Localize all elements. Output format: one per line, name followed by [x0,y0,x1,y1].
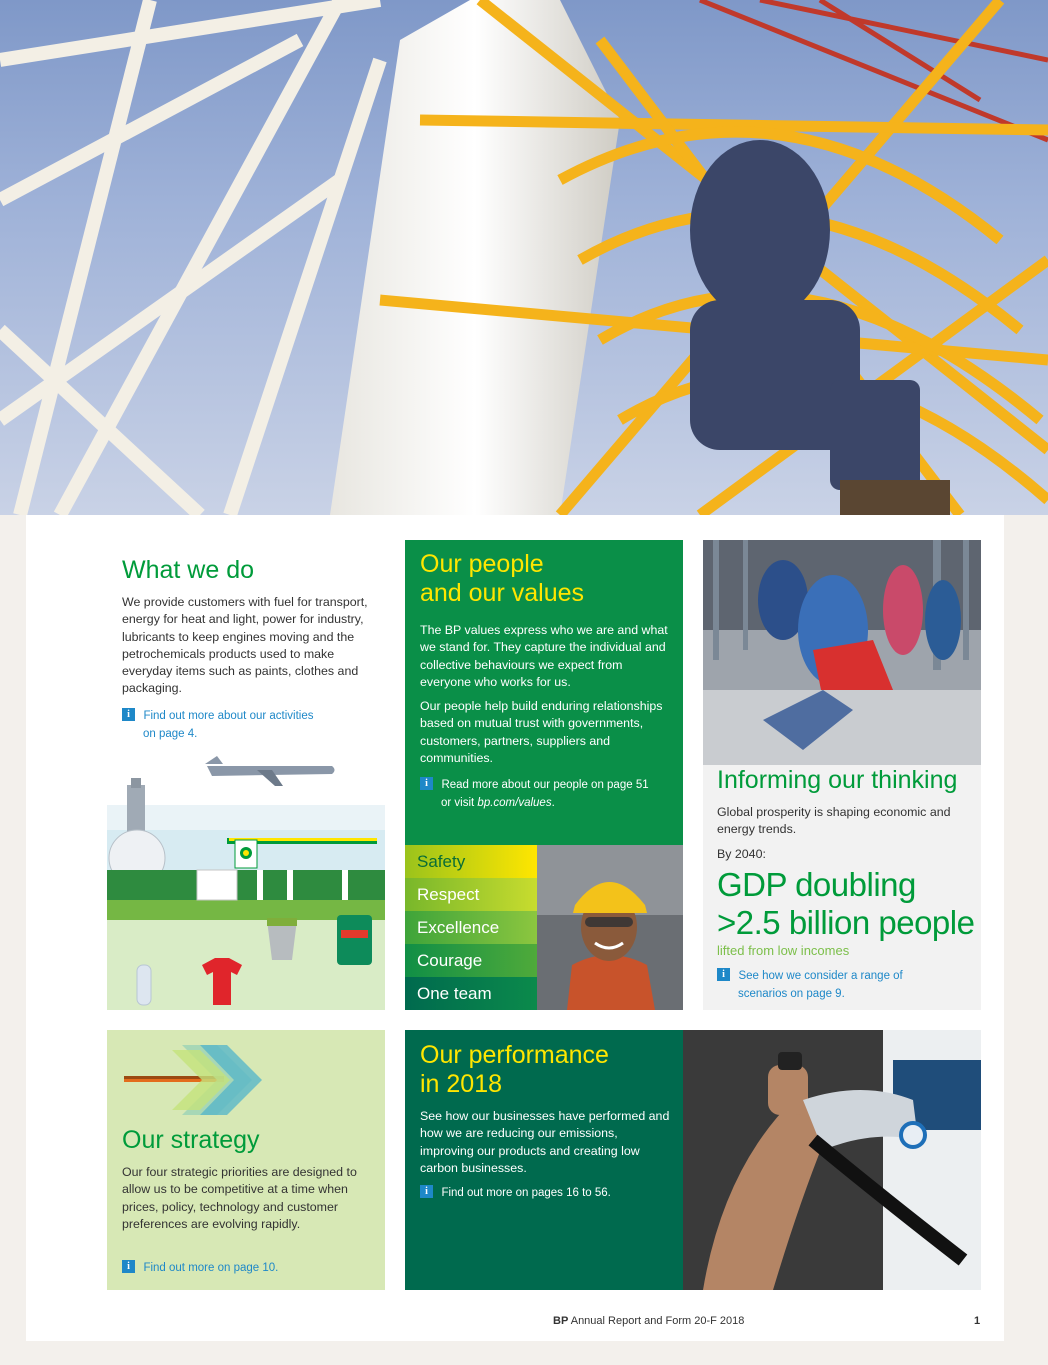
hero-photo [0,0,1048,515]
thinking-by: By 2040: [717,847,766,861]
value-courage-label: Courage [417,951,483,970]
performance-link[interactable] [420,1183,611,1201]
what-we-do-title: What we do [122,556,255,584]
strategy-body: Our four strategic priorities are designed to allow us to be competitive at a time when prices, policy, technology and customer preferences are evolving rapidly. [122,1165,357,1231]
people-para1: The BP values express who we are and what we stand for. They capture the individual and collective behaviours we expect from everyone who works for us. [420,623,668,689]
what-we-do-card [107,540,385,1010]
what-we-do-body: We provide customers with fuel for transport, energy for heat and light, power for industry, lubricants to keep engines moving and the petrochemicals products used to make everyday items such as paints, clothes and packaging. [122,595,368,696]
performance-title-line1: Our performance [420,1041,609,1069]
airplane-icon [205,756,335,786]
performance-title-line2: in 2018 [420,1070,503,1098]
people-title-line2: and our values [420,579,585,607]
info-icon: i [420,777,433,790]
strategy-title: Our strategy [122,1126,260,1154]
people-para2: Our people help build enduring relationships based on mutual trust with governments, customers, partners, suppliers and communities. [420,699,663,765]
value-excellence [405,911,537,944]
value-respect [405,878,537,911]
stat-people-sub: lifted from low incomes [717,943,850,958]
value-excellence-label: Excellence [417,918,500,937]
people-link-line1[interactable]: Read more about our people on page 51 [441,779,649,791]
strategy-card [107,1030,385,1290]
info-icon: i [717,968,730,981]
value-courage [405,944,537,977]
thinking-card [703,540,981,1010]
worker-portrait [537,845,683,1010]
info-icon: i [122,1260,135,1273]
value-respect-label: Respect [417,885,480,904]
strategy-link-text[interactable]: Find out more on page 10. [143,1262,279,1274]
crowd-photo [703,540,981,765]
people-link-suffix: . [551,797,555,809]
footer-title: Annual Report and Form 20-F 2018 [568,1315,745,1327]
people-card [405,540,683,845]
page-number: 1 [974,1315,981,1327]
values-card [405,845,683,1010]
info-icon: i [420,1185,433,1198]
footer [553,1315,744,1327]
hero-illustration [0,0,1048,515]
thinking-link-line1[interactable]: See how we consider a range of [738,970,903,982]
value-one-team [405,977,537,1010]
value-one-team-label: One team [417,984,492,1003]
thinking-title: Informing our thinking [717,766,958,794]
footer-brand: BP [553,1315,569,1327]
thinking-link[interactable] [717,966,972,1002]
strategy-link[interactable] [122,1258,278,1276]
thinking-body: Global prosperity is shaping economic and energy trends. [717,805,951,837]
people-link-prefix: or visit [441,797,478,809]
info-icon: i [122,708,135,721]
performance-link-text[interactable]: Find out more on pages 16 to 56. [441,1187,611,1199]
people-link[interactable] [420,775,675,811]
value-safety [405,845,537,878]
what-we-do-link-line1[interactable]: Find out more about our activities [143,710,314,722]
people-title-line1: Our people [420,550,544,578]
value-safety-label: Safety [417,852,466,871]
performance-card [405,1030,683,1290]
what-we-do-link-line2[interactable]: on page 4. [143,728,198,740]
energy-illustration [107,750,385,1010]
strategy-arrow-icon [122,1045,262,1115]
people-link-line2[interactable] [441,797,555,809]
charging-illustration [683,1030,981,1290]
stat-people: >2.5 billion people [717,904,975,941]
what-we-do-link[interactable] [122,706,372,742]
stat-gdp: GDP doubling [717,866,916,903]
charging-photo [683,1030,981,1290]
people-link-url[interactable]: bp.com/values [477,797,552,809]
performance-body: See how our businesses have performed and how we are reducing our emissions, improving our products and creating low carbon businesses. [420,1109,670,1175]
thinking-link-line2[interactable]: scenarios on page 9. [738,988,845,1000]
